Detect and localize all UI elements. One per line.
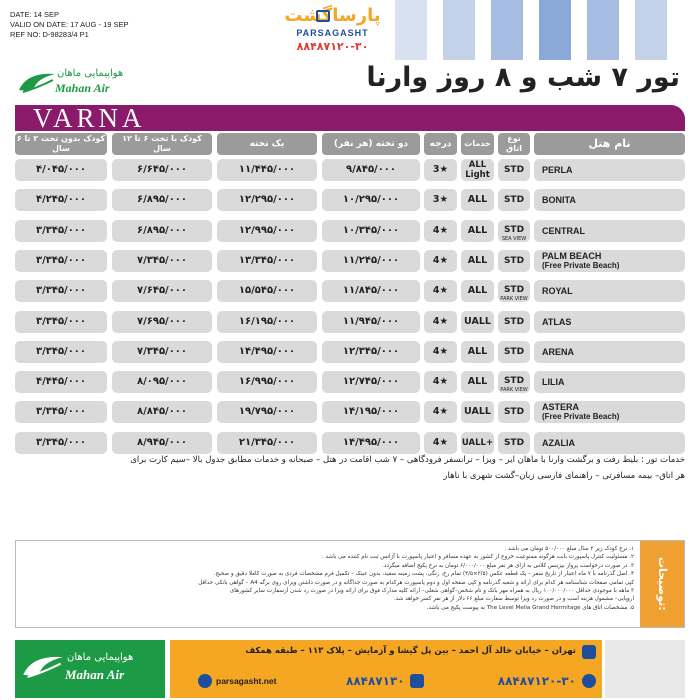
price-double: ۱۴/۱۹۵/۰۰۰ — [322, 401, 420, 423]
notes-list — [24, 545, 634, 612]
services-value: ALL — [467, 224, 488, 236]
table-row — [15, 309, 685, 335]
price-double: ۱۱/۲۴۵/۰۰۰ — [322, 250, 420, 272]
note-item: اروپایی– مشمول هزینه است و در صورت رد ویزا توسط سفارت مبلغ ۶۶ دلار از هر نفر کسر خواهد شد. — [393, 596, 634, 603]
services-cell — [461, 220, 494, 242]
agency-name-fa: پارساگشت — [284, 5, 381, 26]
room-type-cell — [498, 280, 530, 302]
hotel-name: PERLA — [542, 165, 573, 175]
price-single: ۲۱/۳۴۵/۰۰۰ — [217, 432, 317, 454]
color-tab — [395, 0, 427, 60]
price-child-nobed: ۴/۲۴۵/۰۰۰ — [15, 189, 107, 211]
room-type: STD — [503, 224, 525, 235]
hotel-name-cell — [534, 432, 685, 454]
price-double: ۹/۸۴۵/۰۰۰ — [322, 159, 420, 181]
footer-airline-name-en: Mahan Air — [65, 667, 125, 682]
price-child-bed: ۶/۸۹۵/۰۰۰ — [112, 189, 212, 211]
hotel-name-cell — [534, 341, 685, 363]
price-child-nobed: ۳/۳۴۵/۰۰۰ — [15, 220, 107, 242]
header-double: دو تخته (هر نفر) — [322, 133, 420, 155]
hotel-grade: 4★ — [424, 432, 457, 454]
color-tab — [443, 0, 475, 60]
hotel-name: CENTRAL — [542, 225, 585, 236]
services-cell — [461, 250, 494, 272]
table-row — [15, 369, 685, 395]
price-child-nobed: ۳/۳۴۵/۰۰۰ — [15, 280, 107, 302]
hotel-grade: 4★ — [424, 280, 457, 302]
price-double: ۱۰/۳۴۵/۰۰۰ — [322, 220, 420, 242]
price-child-nobed: ۳/۳۴۵/۰۰۰ — [15, 250, 107, 272]
hotel-grade: 3★ — [424, 159, 457, 181]
price-child-nobed: ۳/۳۴۵/۰۰۰ — [15, 341, 107, 363]
airline-name-fa: هواپیمایی ماهان — [57, 68, 124, 79]
price-child-bed: ۷/۶۴۵/۰۰۰ — [112, 280, 212, 302]
services-cell — [461, 280, 494, 302]
services-value: ALL — [467, 285, 488, 297]
hotel-grade: 4★ — [424, 401, 457, 423]
footer-airline-logo — [15, 640, 165, 698]
agency-logo — [280, 6, 385, 58]
hotel-grade: 3★ — [424, 189, 457, 211]
services-value: ALL — [467, 345, 488, 357]
room-view: PARK VIEW — [500, 296, 528, 303]
page-title: تور ۷ شب و ۸ روز وارنا — [366, 62, 680, 93]
note-item: ۱. نرخ کودک زیر ۲ سال مبلغ ۵۰۰/۰۰۰ تومان می باشد . — [504, 546, 634, 552]
hotel-grade: 4★ — [424, 341, 457, 363]
hotel-name: ARENA — [542, 346, 575, 357]
header-single: یک تخته — [217, 133, 317, 155]
room-view: PARK VIEW — [500, 387, 528, 394]
room-type: STD — [503, 255, 525, 266]
room-view: SEA VIEW — [501, 235, 527, 242]
price-double: ۱۰/۲۹۵/۰۰۰ — [322, 189, 420, 211]
price-child-bed: ۶/۶۴۵/۰۰۰ — [112, 159, 212, 181]
hotel-name: LILIA — [542, 377, 565, 388]
services-cell — [461, 371, 494, 393]
hotel-name-cell — [534, 311, 685, 333]
price-single: ۱۱/۴۴۵/۰۰۰ — [217, 159, 317, 181]
table-row — [15, 248, 685, 274]
services-value: UALL+ — [461, 437, 494, 448]
mahan-bird-icon — [21, 652, 65, 682]
footer-fax: ۸۸۴۸۷۱۳۰ — [346, 674, 405, 688]
price-child-bed: ۷/۶۹۵/۰۰۰ — [112, 311, 212, 333]
services-value: ALL — [467, 194, 488, 206]
fax-icon — [410, 674, 424, 688]
hotel-name-cell — [534, 401, 685, 423]
hotel-name-cell — [534, 189, 685, 211]
basket-icon — [316, 10, 330, 22]
price-double: ۱۴/۴۹۵/۰۰۰ — [322, 432, 420, 454]
services-value: ALL — [467, 254, 488, 266]
price-double: ۱۱/۹۴۵/۰۰۰ — [322, 311, 420, 333]
room-type-cell — [498, 220, 530, 242]
globe-icon — [198, 674, 212, 688]
room-type-cell — [498, 341, 530, 363]
footer-airline-name-fa: هواپیمایی ماهان — [67, 652, 134, 663]
price-single: ۱۴/۴۹۵/۰۰۰ — [217, 341, 317, 363]
price-single: ۱۶/۹۹۵/۰۰۰ — [217, 371, 317, 393]
note-item: کپی تمامی صفحات شناسنامه هر کدام برای ارائه و شعبه گذرنامه و کپی صفحه اول و دوم پاسپورت هرکدام به صورت جداگانه و در صورت داشتن ویزای روی برگه A4 – گواهی بانکی حداقل — [198, 579, 634, 586]
table-row — [15, 399, 685, 425]
building-icon — [582, 645, 596, 659]
header-services: خدمات — [461, 133, 494, 155]
room-type: STD — [503, 407, 525, 418]
room-type: STD — [503, 437, 525, 448]
price-child-bed: ۶/۸۹۵/۰۰۰ — [112, 220, 212, 242]
header-hotel: نام هتل — [534, 133, 685, 155]
services-cell — [461, 341, 494, 363]
services-value: UALL — [464, 315, 491, 327]
services-line-2: هر اتاق– بیمه مسافرتی – راهنمای فارسی زبان–گشت شهری با ناهار — [443, 471, 685, 481]
header-child-bed: کودک با تخت ۶ تا ۱۲ سال — [112, 133, 212, 155]
airline-logo — [15, 66, 125, 100]
note-item: ۳. در صورت درخواست پرواز بیزینس کلاس به ازای هر نفر مبلغ ۶/۰۰۰/۰۰۰ تومان به نرخ پکیج اضافه میگردد. — [382, 562, 634, 569]
note-item: ۲. مسئولیت کنترل پاسپورت بابت هرگونه ممنوعیت خروج از کشور به عهده مسافر و اعتبار پاسپورت با آژانس ثبت نام کننده می باشد . — [321, 554, 634, 561]
room-type-cell — [498, 401, 530, 423]
agency-phone: ۸۸۴۸۷۱۲۰-۳۰ — [296, 40, 369, 53]
color-tab — [635, 0, 667, 60]
color-tab — [491, 0, 523, 60]
price-single: ۱۹/۷۹۵/۰۰۰ — [217, 401, 317, 423]
hotel-name: ASTERA — [542, 402, 580, 413]
services-line-1: خدمات تور : بلیط رفت و برگشت وارنا با ماهان ایر – ویزا – ترانسفر فرودگاهی – ۷ شب اقامت در هتل – صبحانه و خدمات مطابق جدول بالا –سیم کارت برای — [130, 455, 685, 465]
valid-line: VALID ON DATE: 17 AUG - 19 SEP — [10, 20, 129, 29]
color-tab — [539, 0, 571, 60]
destination-name: VARNA — [33, 103, 146, 133]
room-type: STD — [503, 346, 525, 357]
header-grade: درجه — [424, 133, 457, 155]
footer-contact — [170, 640, 602, 698]
hotel-name-cell — [534, 371, 685, 393]
hotel-name: ROYAL — [542, 286, 573, 297]
services-value: ALL Light — [465, 160, 490, 180]
price-child-bed: ۷/۳۴۵/۰۰۰ — [112, 250, 212, 272]
room-type: STD — [503, 376, 525, 387]
airline-name-en: Mahan Air — [55, 81, 110, 95]
price-child-nobed: ۳/۳۴۵/۰۰۰ — [15, 432, 107, 454]
price-double: ۱۲/۳۴۵/۰۰۰ — [322, 341, 420, 363]
date-line: DATE: 14 SEP — [10, 10, 60, 19]
hotel-grade: 4★ — [424, 220, 457, 242]
hotel-note: (Free Private Beach) — [542, 260, 620, 270]
hotel-name-cell — [534, 220, 685, 242]
services-value: ALL — [467, 376, 488, 388]
table-row — [15, 278, 685, 304]
user-icon — [582, 674, 596, 688]
room-type-cell — [498, 371, 530, 393]
price-single: ۱۵/۵۴۵/۰۰۰ — [217, 280, 317, 302]
services-cell — [461, 432, 494, 454]
services-cell — [461, 401, 494, 423]
price-single: ۱۲/۹۹۵/۰۰۰ — [217, 220, 317, 242]
price-double: ۱۲/۷۴۵/۰۰۰ — [322, 371, 420, 393]
hotel-name-cell — [534, 280, 685, 302]
price-single: ۱۶/۱۹۵/۰۰۰ — [217, 311, 317, 333]
footer-address: تهران – خیابان خالد آل احمد – بین پل گیشا و آزمایش – پلاک ۱۱۳ – طبقه همکف — [245, 646, 576, 656]
hotel-name: ATLAS — [542, 316, 572, 327]
price-child-nobed: ۳/۳۴۵/۰۰۰ — [15, 401, 107, 423]
table-row — [15, 157, 685, 183]
hotel-grade: 4★ — [424, 250, 457, 272]
price-child-bed: ۸/۹۴۵/۰۰۰ — [112, 432, 212, 454]
services-cell — [461, 311, 494, 333]
note-item: ۵. مشخصات اتاق های The Level Melia Grand Hermitage به پیوست پکیج می باشد. — [426, 604, 634, 611]
table-row — [15, 339, 685, 365]
services-value: UALL — [464, 406, 491, 418]
price-child-bed: ۸/۰۹۵/۰۰۰ — [112, 371, 212, 393]
hotel-name: BONITA — [542, 195, 576, 206]
hotel-name-cell — [534, 159, 685, 181]
hotel-note: (Free Private Beach) — [542, 412, 620, 422]
agency-name-en: PARSAGASHT — [280, 28, 385, 38]
table-row — [15, 218, 685, 244]
tour-services — [15, 452, 685, 484]
hotel-name: PALM BEACH — [542, 250, 602, 261]
room-type-cell — [498, 250, 530, 272]
color-tab — [587, 0, 619, 60]
note-item: ۳ ماهه با موجودی حداقل ۱۰۰/۰۰۰/۰۰۰ ریال به همراه مهر بانک و نام شخص–گواهی شغلی– ارائه کلیه مدارک فوق برای ارائه ویزا در صورت رد شدن ازسفارت سایر کشورهای — [229, 588, 634, 595]
services-cell — [461, 189, 494, 211]
footer-tel: ۸۸۴۸۷۱۲۰-۳۰ — [497, 674, 576, 688]
room-type-cell — [498, 311, 530, 333]
destination-banner — [15, 105, 685, 131]
price-single: ۱۲/۲۹۵/۰۰۰ — [217, 189, 317, 211]
price-child-bed: ۸/۸۴۵/۰۰۰ — [112, 401, 212, 423]
footer-website[interactable]: parsagasht.net — [216, 676, 277, 686]
room-type: STD — [503, 285, 525, 296]
room-type: STD — [503, 165, 525, 175]
room-type: STD — [503, 195, 525, 206]
room-type-cell — [498, 159, 530, 181]
room-type-cell — [498, 432, 530, 454]
hotel-name: AZALIA — [542, 437, 575, 448]
hotel-grade: 4★ — [424, 311, 457, 333]
price-single: ۱۳/۳۴۵/۰۰۰ — [217, 250, 317, 272]
footer-color-block — [605, 640, 685, 698]
price-child-nobed: ۳/۳۴۵/۰۰۰ — [15, 311, 107, 333]
footer — [15, 640, 685, 698]
ref-line: REF NO: D-98283/4 P1 — [10, 30, 89, 39]
notes-box — [15, 540, 685, 628]
room-type-cell — [498, 189, 530, 211]
table-row — [15, 187, 685, 213]
mahan-bird-icon — [17, 70, 57, 96]
header-room: نوع اتاق — [498, 133, 530, 155]
price-child-nobed: ۴/۰۴۵/۰۰۰ — [15, 159, 107, 181]
price-child-nobed: ۴/۴۴۵/۰۰۰ — [15, 371, 107, 393]
note-item: ۴. اصل گذرنامه با ۷ ماه اعتبار از تاریخ سفر – یک قطعه عکس (۳/۵×۴/۵) تمام رخ، رنگی، پشت زمینه سفید، بدون عینک – تکمیل فرم مشخصات فردی به صورت کاملا دقیق و صحیح. — [213, 571, 634, 578]
hotel-grade: 4★ — [424, 371, 457, 393]
notes-label: توضیحات: — [640, 541, 684, 627]
price-child-bed: ۷/۳۴۵/۰۰۰ — [112, 341, 212, 363]
header-child-nobed: کودک بدون تخت ۲ تا ۶ سال — [16, 134, 106, 153]
room-type: STD — [503, 316, 525, 327]
services-cell — [461, 159, 494, 181]
price-double: ۱۱/۸۴۵/۰۰۰ — [322, 280, 420, 302]
hotel-name-cell — [534, 250, 685, 272]
